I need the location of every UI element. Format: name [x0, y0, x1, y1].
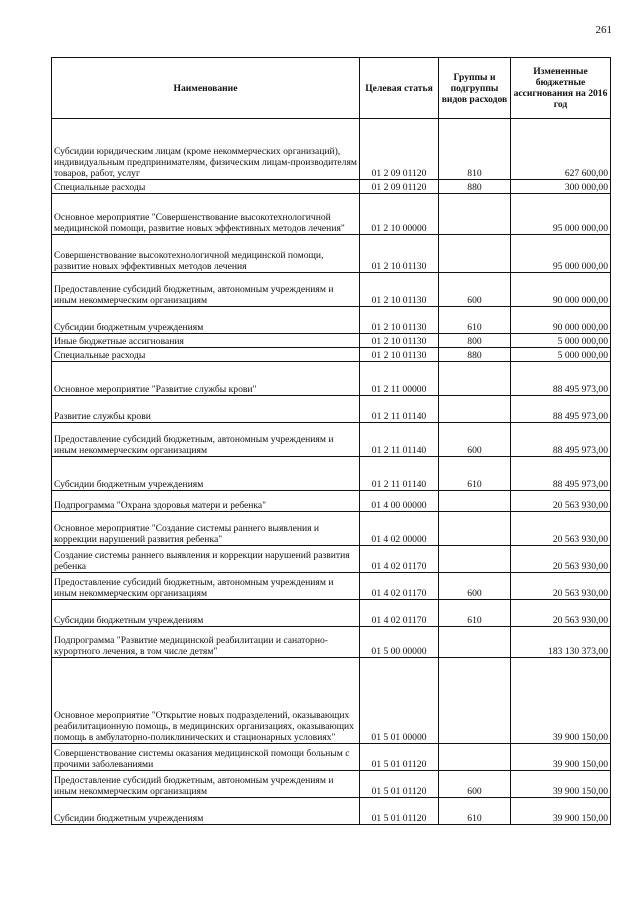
row-target-cell: 01 2 11 01140 — [360, 396, 439, 423]
table-row — [52, 334, 611, 348]
row-name-cell: Предоставление субсидий бюджетным, автономным учреждениям и иным некоммерческим организациям — [52, 423, 360, 457]
column-header-groups: Группы и подгруппы видов расходов — [439, 58, 511, 119]
row-target-cell: 01 2 09 01120 — [360, 180, 439, 194]
row-name-cell: Субсидии юридическим лицам (кроме некоммерческих организаций), индивидуальным предпринимателям, физическим лицам-производителям товаров, работ, услуг — [52, 119, 360, 180]
row-name-cell: Основное мероприятие "Открытие новых подразделений, оказывающих реабилитационную помощь, в медицинских организациях, оказывающих помощь в амбулаторно-поликлинических и стационарных условиях" — [52, 658, 360, 744]
table-row — [52, 423, 611, 457]
row-amount-cell: 90 000 000,00 — [511, 273, 611, 307]
row-name-cell: Предоставление субсидий бюджетным, автономным учреждениям и иным некоммерческим организациям — [52, 573, 360, 600]
row-target-cell: 01 4 02 01170 — [360, 573, 439, 600]
row-group-cell: 880 — [439, 348, 511, 362]
row-target-cell: 01 4 00 00000 — [360, 491, 439, 512]
row-name-cell: Основное мероприятие "Совершенствование высокотехнологичной медицинской помощи, развитие новых эффективных методов лечения" — [52, 194, 360, 235]
row-target-cell: 01 2 10 01130 — [360, 273, 439, 307]
row-group-cell — [439, 194, 511, 235]
row-target-cell: 01 2 11 01140 — [360, 457, 439, 491]
table-row — [52, 512, 611, 546]
row-group-cell: 610 — [439, 457, 511, 491]
row-amount-cell: 627 600,00 — [511, 119, 611, 180]
row-amount-cell: 20 563 930,00 — [511, 573, 611, 600]
row-name-cell: Развитие службы крови — [52, 396, 360, 423]
column-header-target: Целевая статья — [360, 58, 439, 119]
row-name-cell: Основное мероприятие "Развитие службы крови" — [52, 362, 360, 396]
row-target-cell: 01 4 02 01170 — [360, 600, 439, 627]
row-amount-cell: 88 495 973,00 — [511, 396, 611, 423]
row-target-cell: 01 5 00 00000 — [360, 627, 439, 658]
row-amount-cell: 5 000 000,00 — [511, 348, 611, 362]
column-header-name: Наименование — [52, 58, 360, 119]
row-name-cell: Основное мероприятие "Создание системы раннего выявления и коррекции нарушений развития ребенка" — [52, 512, 360, 546]
row-group-cell — [439, 362, 511, 396]
row-target-cell: 01 2 10 01130 — [360, 348, 439, 362]
row-amount-cell: 88 495 973,00 — [511, 362, 611, 396]
table-row — [52, 194, 611, 235]
table-row — [52, 348, 611, 362]
table-row — [52, 627, 611, 658]
row-name-cell: Совершенствование высокотехнологичной медицинской помощи, развитие новых эффективных методов лечения — [52, 235, 360, 273]
row-name-cell: Специальные расходы — [52, 180, 360, 194]
row-name-cell: Субсидии бюджетным учреждениям — [52, 457, 360, 491]
table-row — [52, 307, 611, 334]
row-target-cell: 01 2 10 01130 — [360, 334, 439, 348]
row-name-cell: Подпрограмма "Охрана здоровья матери и ребенка" — [52, 491, 360, 512]
table-row — [52, 600, 611, 627]
table-row — [52, 491, 611, 512]
row-name-cell: Предоставление субсидий бюджетным, автономным учреждениям и иным некоммерческим организациям — [52, 771, 360, 798]
row-group-cell: 880 — [439, 180, 511, 194]
table-row — [52, 771, 611, 798]
page-number: 261 — [595, 24, 612, 36]
row-target-cell: 01 2 10 00000 — [360, 194, 439, 235]
row-name-cell: Предоставление субсидий бюджетным, автономным учреждениям и иным некоммерческим организациям — [52, 273, 360, 307]
row-group-cell: 610 — [439, 600, 511, 627]
row-name-cell: Специальные расходы — [52, 348, 360, 362]
row-group-cell: 600 — [439, 273, 511, 307]
table-row — [52, 546, 611, 573]
table-row — [52, 457, 611, 491]
row-group-cell — [439, 491, 511, 512]
row-group-cell: 610 — [439, 798, 511, 825]
row-name-cell: Субсидии бюджетным учреждениям — [52, 600, 360, 627]
table-body — [52, 119, 611, 825]
row-amount-cell: 300 000,00 — [511, 180, 611, 194]
table-row — [52, 744, 611, 771]
row-group-cell: 600 — [439, 573, 511, 600]
row-name-cell: Совершенствование системы оказания медицинской помощи больным с прочими заболеваниями — [52, 744, 360, 771]
row-group-cell: 800 — [439, 334, 511, 348]
row-amount-cell: 20 563 930,00 — [511, 600, 611, 627]
row-amount-cell: 183 130 373,00 — [511, 627, 611, 658]
row-amount-cell: 20 563 930,00 — [511, 546, 611, 573]
table-row — [52, 273, 611, 307]
table-row — [52, 180, 611, 194]
budget-table — [51, 57, 611, 825]
row-target-cell: 01 5 01 01120 — [360, 771, 439, 798]
row-target-cell: 01 4 02 00000 — [360, 512, 439, 546]
row-group-cell — [439, 627, 511, 658]
column-header-amount: Измененные бюджетные ассигнования на 2016 год — [511, 58, 611, 119]
row-amount-cell: 39 900 150,00 — [511, 798, 611, 825]
row-name-cell: Подпрограмма "Развитие медицинской реабилитации и санаторно-курортного лечения, в том числе детям" — [52, 627, 360, 658]
table-row — [52, 396, 611, 423]
row-target-cell: 01 5 01 01120 — [360, 744, 439, 771]
row-amount-cell: 95 000 000,00 — [511, 235, 611, 273]
row-group-cell — [439, 546, 511, 573]
row-target-cell: 01 2 10 01130 — [360, 307, 439, 334]
row-target-cell: 01 5 01 00000 — [360, 658, 439, 744]
table-row — [52, 119, 611, 180]
row-target-cell: 01 2 09 01120 — [360, 119, 439, 180]
row-amount-cell: 5 000 000,00 — [511, 334, 611, 348]
row-amount-cell: 39 900 150,00 — [511, 771, 611, 798]
table-header-row — [52, 58, 611, 119]
table-row — [52, 658, 611, 744]
row-group-cell — [439, 512, 511, 546]
row-group-cell: 810 — [439, 119, 511, 180]
row-target-cell: 01 2 10 01130 — [360, 235, 439, 273]
row-name-cell: Субсидии бюджетным учреждениям — [52, 798, 360, 825]
row-amount-cell: 39 900 150,00 — [511, 744, 611, 771]
row-group-cell: 610 — [439, 307, 511, 334]
row-group-cell — [439, 396, 511, 423]
row-group-cell: 600 — [439, 423, 511, 457]
row-name-cell: Создание системы раннего выявления и коррекции нарушений развития ребенка — [52, 546, 360, 573]
table-row — [52, 362, 611, 396]
row-target-cell: 01 2 11 01140 — [360, 423, 439, 457]
row-amount-cell: 90 000 000,00 — [511, 307, 611, 334]
row-name-cell: Субсидии бюджетным учреждениям — [52, 307, 360, 334]
row-amount-cell: 20 563 930,00 — [511, 491, 611, 512]
row-group-cell — [439, 658, 511, 744]
row-amount-cell: 88 495 973,00 — [511, 457, 611, 491]
row-target-cell: 01 2 11 00000 — [360, 362, 439, 396]
row-target-cell: 01 5 01 01120 — [360, 798, 439, 825]
row-group-cell — [439, 235, 511, 273]
row-group-cell: 600 — [439, 771, 511, 798]
row-amount-cell: 20 563 930,00 — [511, 512, 611, 546]
row-group-cell — [439, 744, 511, 771]
table-row — [52, 573, 611, 600]
row-amount-cell: 95 000 000,00 — [511, 194, 611, 235]
row-amount-cell: 88 495 973,00 — [511, 423, 611, 457]
table-row — [52, 235, 611, 273]
row-target-cell: 01 4 02 01170 — [360, 546, 439, 573]
row-amount-cell: 39 900 150,00 — [511, 658, 611, 744]
row-name-cell: Иные бюджетные ассигнования — [52, 334, 360, 348]
table-row — [52, 798, 611, 825]
